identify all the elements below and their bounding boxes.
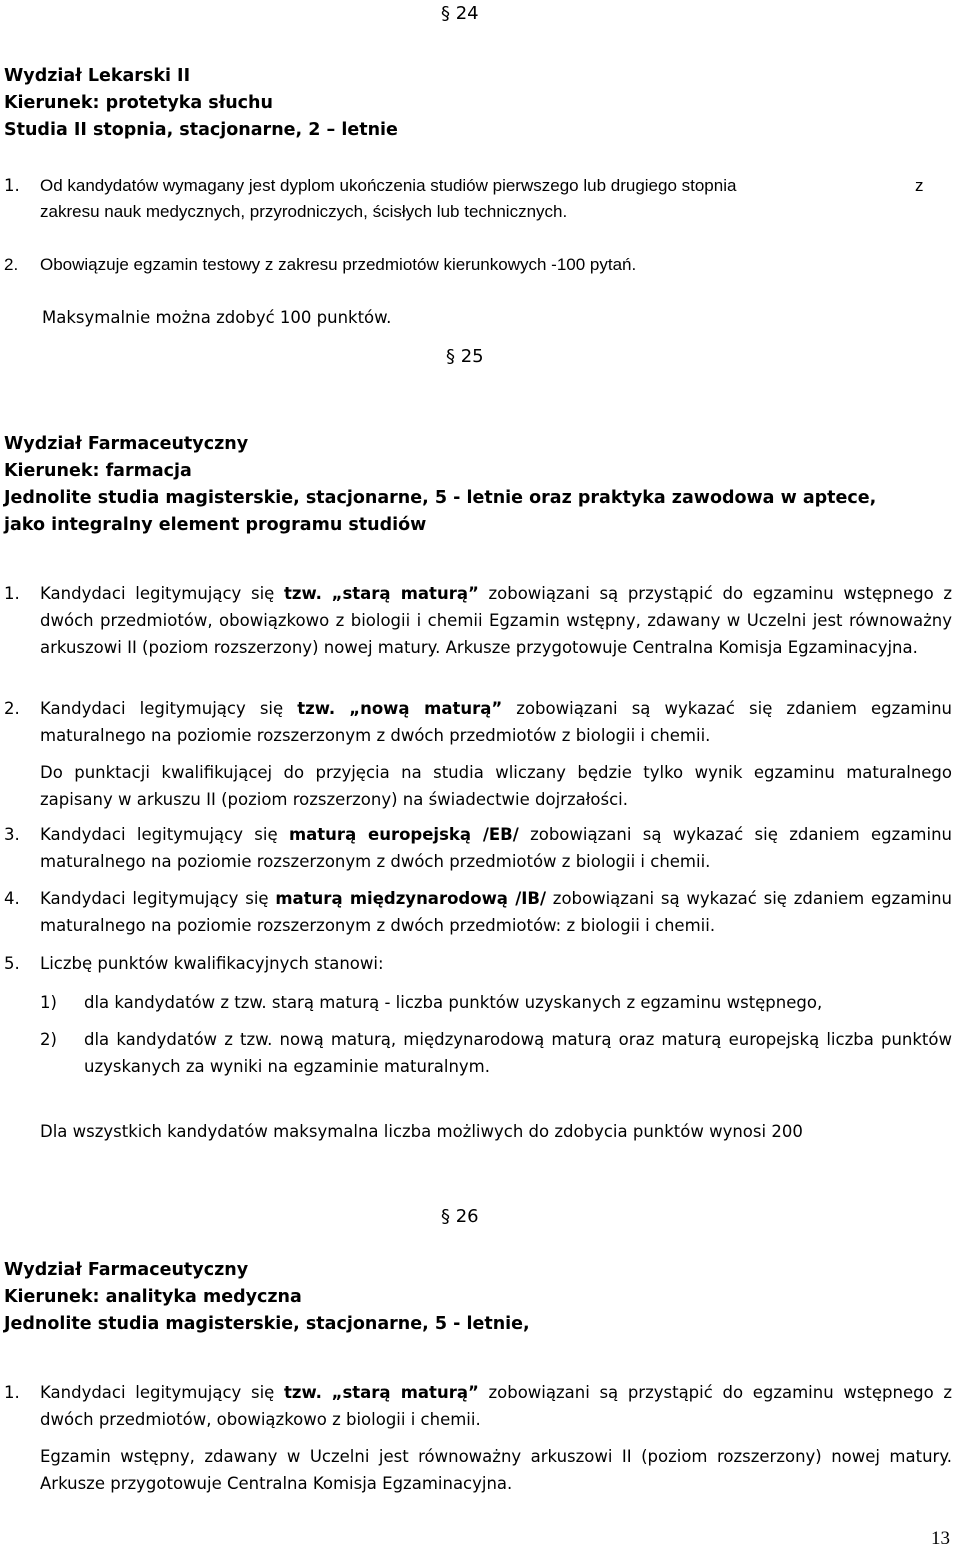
subitem-number: 2) (40, 1030, 57, 1049)
program-heading: Kierunek: analityka medyczna (4, 1287, 302, 1307)
item-number: 1. (4, 176, 20, 195)
faculty-heading: Wydział Farmaceutyczny (4, 434, 249, 454)
exam-text: Obowiązuje egzamin testowy z zakresu przedmiotów kierunkowych -100 pytań. (40, 255, 637, 274)
study-type-heading-cont: jako integralny element programu studiów (4, 515, 427, 535)
item-number: 1. (4, 584, 20, 603)
paragraph-ib-matura: Kandydaci legitymujący się maturą międzynarodową /IB/ zobowiązani są wykazać się zdaniem egzaminu maturalnego na poziomie rozszerzonym z dwóch przedmiotów: z biologii i chemii. (40, 889, 953, 935)
program-heading: Kierunek: protetyka słuchu (4, 93, 273, 113)
item-number: 3. (4, 825, 20, 844)
study-type-heading: Studia II stopnia, stacjonarne, 2 – letnie (4, 120, 398, 140)
item-number: 5. (4, 954, 20, 973)
max-points-text: Maksymalnie można zdobyć 100 punktów. (42, 308, 392, 327)
study-type-heading: Jednolite studia magisterskie, stacjonarne, 5 - letnie, (4, 1314, 530, 1334)
subitem-number: 1) (40, 993, 57, 1012)
item-number: 2. (4, 699, 20, 718)
paragraph-eb-matura: Kandydaci legitymujący się maturą europejską /EB/ zobowiązani są wykazać się zdaniem egzaminu maturalnego na poziomie rozszerzonym z dwóch przedmiotów z biologii i chemii. (40, 825, 952, 871)
subitem-text: dla kandydatów z tzw. nową maturą, międzynarodową maturą oraz maturą europejską liczba punktów uzyskanych za wyniki na egzaminie maturalnym. (84, 1030, 952, 1076)
program-heading: Kierunek: farmacja (4, 461, 192, 481)
section-26-marker: § 26 (441, 1206, 479, 1227)
paragraph-note: Egzamin wstępny, zdawany w Uczelni jest równoważny arkuszowi II (poziom rozszerzony) nowej matury. Arkusze przygotowuje Centralna Komisja Egzaminacyjna. (40, 1447, 952, 1493)
section-25-marker: § 25 (446, 346, 484, 367)
paragraph-old-matura: Kandydaci legitymujący się tzw. „starą maturą” zobowiązani są przystąpić do egzaminu wstępnego z dwóch przedmiotów, obowiązkowo z biologii i chemii Egzamin wstępny, zdawany w Uczelni jest równoważny arkuszowi II (poziom rozszerzony) nowej matury. Arkusze przygotowuje Centralna Komisja Egzaminacyjna. (40, 584, 953, 657)
item-number: 2. (4, 255, 19, 274)
paragraph-note: Do punktacji kwalifikującej do przyjęcia na studia wliczany będzie tylko wynik egzaminu maturalnego zapisany w arkuszu II (poziom rozszerzony) na świadectwie dojrzałości. (40, 763, 952, 809)
faculty-heading: Wydział Lekarski II (4, 66, 191, 86)
page-number: 13 (931, 1528, 950, 1549)
points-heading: Liczbę punktów kwalifikacyjnych stanowi: (40, 954, 384, 973)
item-number: 1. (4, 1383, 20, 1402)
subitem-text: dla kandydatów z tzw. starą maturą - liczba punktów uzyskanych z egzaminu wstępnego, (84, 993, 823, 1012)
paragraph-new-matura: Kandydaci legitymujący się tzw. „nową maturą” zobowiązani są wykazać się zdaniem egzaminu maturalnego na poziomie rozszerzonym z dwóch przedmiotów z biologii i chemii. (40, 699, 952, 745)
stray-letter: z (915, 176, 924, 195)
item-number: 4. (4, 889, 20, 908)
paragraph-old-matura: Kandydaci legitymujący się tzw. „starą maturą” zobowiązani są przystąpić do egzaminu wstępnego z dwóch przedmiotów, obowiązkowo z biologii i chemii. (40, 1383, 953, 1429)
study-type-heading: Jednolite studia magisterskie, stacjonarne, 5 - letnie oraz praktyka zawodowa w aptece, (4, 488, 877, 508)
faculty-heading: Wydział Farmaceutyczny (4, 1260, 249, 1280)
section-24-marker: § 24 (441, 3, 479, 24)
total-points-text: Dla wszystkich kandydatów maksymalna liczba możliwych do zdobycia punktów wynosi 200 (40, 1122, 803, 1141)
requirement-text-cont: zakresu nauk medycznych, przyrodniczych, ścisłych lub technicznych. (40, 202, 568, 221)
requirement-text: Od kandydatów wymagany jest dyplom ukończenia studiów pierwszego lub drugiego stopnia (40, 176, 737, 195)
